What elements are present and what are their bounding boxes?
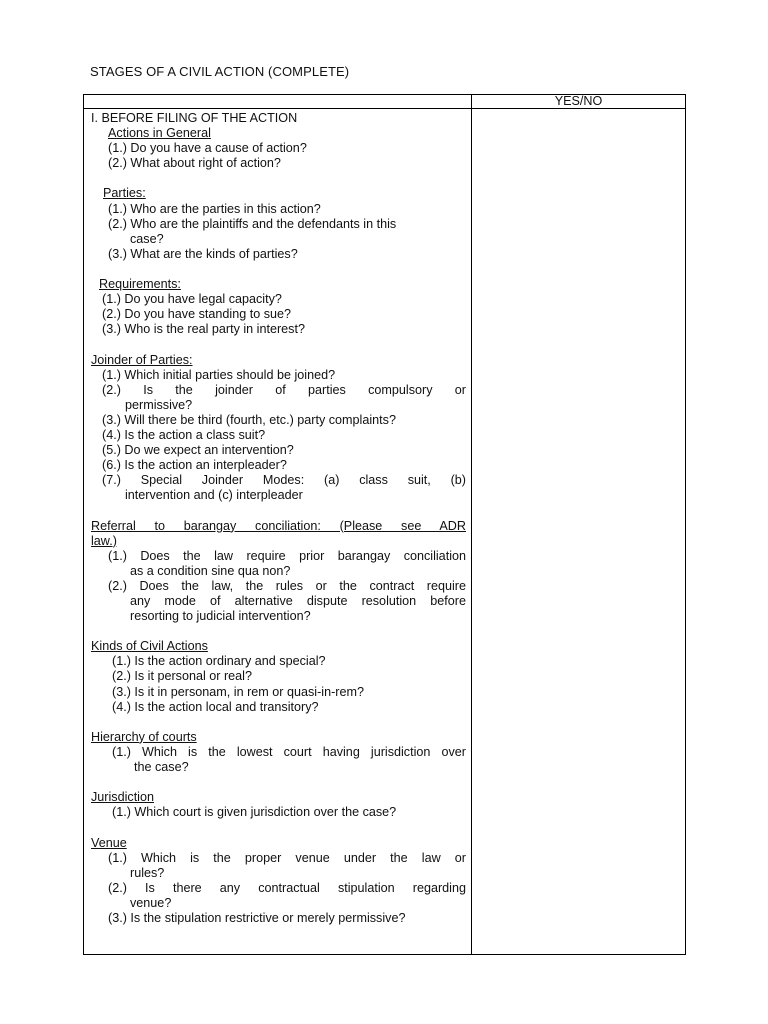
question-item: (2.) Is the joinder of parties compulsory or	[102, 382, 466, 397]
question-item: (4.) Is the action a class suit?	[102, 427, 266, 442]
question-continuation: permissive?	[125, 397, 193, 412]
requirements-heading: Requirements:	[99, 277, 181, 292]
question-item: (1.) Who are the parties in this action?	[108, 201, 321, 216]
question-item: (3.) Will there be third (fourth, etc.) party complaints?	[102, 412, 396, 427]
document-title: STAGES OF A CIVIL ACTION (COMPLETE)	[90, 64, 350, 79]
question-item: (2.) Do you have standing to sue?	[102, 307, 292, 322]
question-item: (1.) Which is the lowest court having jurisdiction over	[112, 744, 466, 759]
questions-content	[90, 111, 466, 926]
joinder-heading: Joinder of Parties:	[91, 352, 193, 367]
section-heading: I. BEFORE FILING OF THE ACTION	[91, 111, 298, 125]
parties-heading: Parties:	[103, 186, 146, 201]
question-item: (3.) Who is the real party in interest?	[102, 322, 305, 337]
yes-no-column-header: YES/NO	[472, 95, 686, 109]
question-item: (2.) What about right of action?	[108, 156, 281, 171]
hierarchy-heading: Hierarchy of courts	[91, 729, 197, 744]
question-item: (3.) What are the kinds of parties?	[108, 246, 298, 261]
question-item: (2.) Does the law, the rules or the contract require	[108, 578, 466, 593]
question-continuation: as a condition sine qua non?	[130, 563, 291, 578]
referral-heading-continuation: law.)	[91, 533, 117, 548]
question-continuation: intervention and (c) interpleader	[125, 488, 303, 503]
question-item: (2.) Is there any contractual stipulation regarding	[108, 880, 466, 895]
question-item: (2.) Is it personal or real?	[112, 669, 252, 684]
question-item: (1.) Do you have a cause of action?	[108, 141, 307, 156]
question-item: (1.) Do you have legal capacity?	[102, 292, 282, 307]
question-item: (6.) Is the action an interpleader?	[102, 458, 287, 473]
question-item: (7.) Special Joinder Modes: (a) class suit, (b)	[102, 473, 466, 488]
question-column-header	[84, 95, 472, 109]
question-item: (3.) Is it in personam, in rem or quasi-in-rem?	[112, 684, 364, 699]
question-item: (1.) Is the action ordinary and special?	[112, 654, 326, 669]
question-continuation: rules?	[130, 865, 165, 880]
yes-no-answer-cell[interactable]	[472, 109, 686, 955]
checklist-table	[83, 94, 686, 955]
question-continuation: any mode of alternative dispute resolution before	[130, 594, 466, 608]
actions-in-general-heading: Actions in General	[108, 126, 211, 141]
venue-heading: Venue	[91, 835, 127, 850]
question-item: (5.) Do we expect an intervention?	[102, 443, 294, 458]
question-item: (4.) Is the action local and transitory?	[112, 699, 319, 714]
question-item: (1.) Does the law require prior barangay conciliation	[108, 548, 466, 563]
table-header-row	[84, 95, 686, 109]
kinds-heading: Kinds of Civil Actions	[91, 639, 208, 654]
jurisdiction-heading: Jurisdiction	[91, 790, 154, 805]
question-item: (3.) Is the stipulation restrictive or merely permissive?	[108, 910, 406, 925]
questions-cell	[84, 109, 472, 955]
question-item: (1.) Which is the proper venue under the law or	[108, 850, 466, 865]
question-continuation: venue?	[130, 895, 172, 910]
table-body-row	[84, 109, 686, 955]
question-continuation: the case?	[134, 760, 189, 775]
question-item: (1.) Which initial parties should be joined?	[102, 367, 336, 382]
question-item: (2.) Who are the plaintiffs and the defendants in this	[108, 216, 397, 231]
question-continuation: resorting to judicial intervention?	[130, 609, 311, 624]
question-continuation: case?	[130, 231, 164, 246]
referral-heading: Referral to barangay conciliation: (Please see ADR	[91, 518, 466, 533]
question-item: (1.) Which court is given jurisdiction over the case?	[112, 805, 397, 820]
